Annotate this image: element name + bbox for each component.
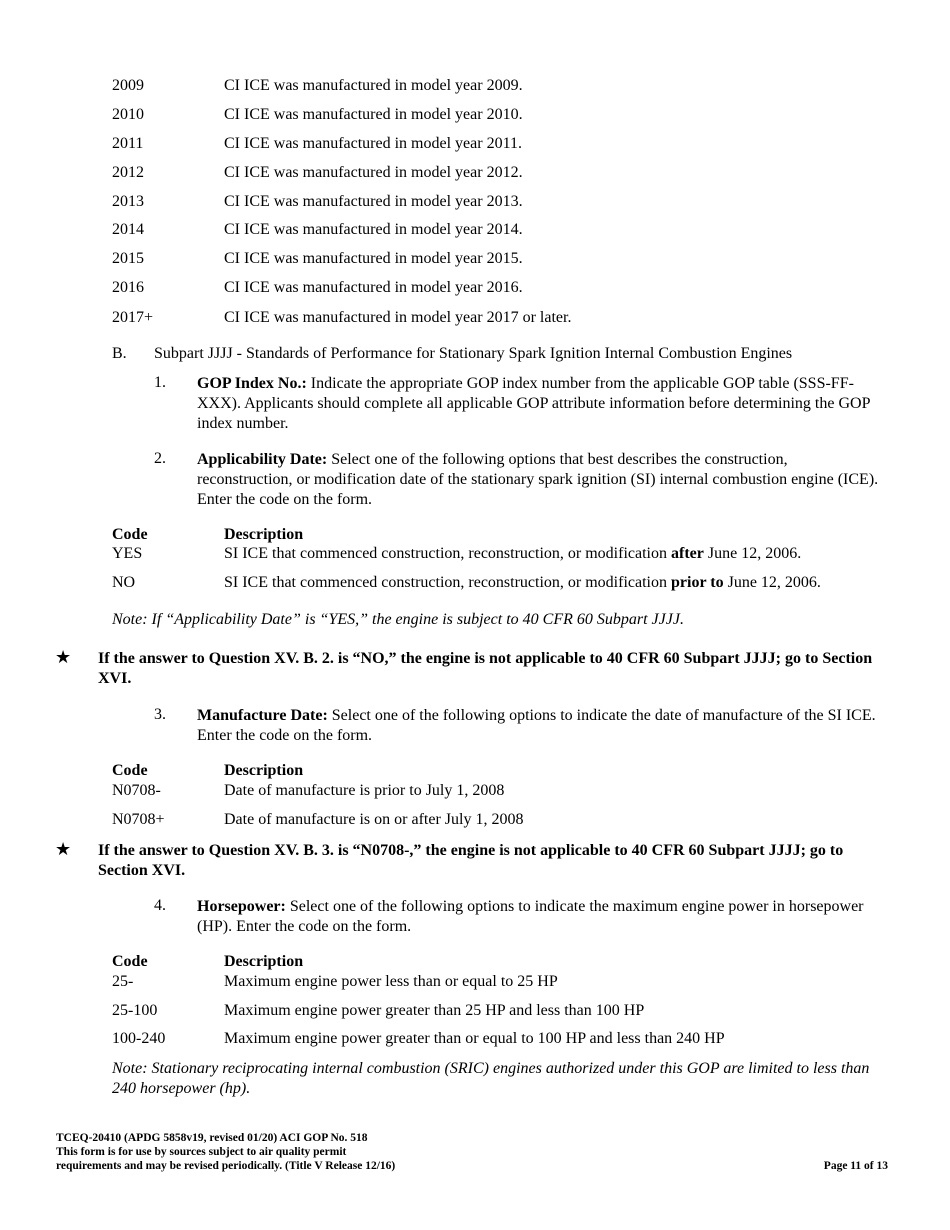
year-code: 2017+ (112, 309, 154, 326)
note-horsepower: Note: Stationary reciprocating internal combustion (SRIC) engines authorized under this GOP are limited to less than 240 horsepower (hp). (112, 1060, 870, 1097)
table-row-code: N0708- (112, 782, 161, 799)
year-desc: CI ICE was manufactured in model year 2013. (224, 193, 523, 210)
item-number: 1. (154, 374, 166, 391)
footer-line: This form is for use by sources subject to air quality permit (56, 1146, 347, 1158)
item-label: Manufacture Date: (197, 707, 328, 724)
section-title: Subpart JJJJ - Standards of Performance for Stationary Spark Ignition Internal Combustion Engines (154, 345, 793, 362)
desc-emphasis: after (671, 545, 704, 562)
note-applicability: Note: If “Applicability Date” is “YES,” the engine is subject to 40 CFR 60 Subpart JJJJ. (112, 611, 684, 628)
year-desc: CI ICE was manufactured in model year 2010. (224, 106, 523, 123)
item-gop-index (197, 374, 887, 434)
item-text: Select one of the following options to indicate the date of manufacture of the SI ICE. Enter the code on the form. (197, 707, 876, 744)
item-label: Horsepower: (197, 898, 286, 915)
year-code: 2011 (112, 135, 144, 152)
star-icon: ★ (55, 647, 72, 668)
year-code: 2013 (112, 193, 144, 210)
year-code: 2014 (112, 221, 144, 238)
item-horsepower (197, 897, 887, 937)
item-manufacture-date (197, 706, 887, 746)
year-desc: CI ICE was manufactured in model year 2016. (224, 279, 523, 296)
item-label: GOP Index No.: (197, 375, 307, 392)
table-row-code: 25-100 (112, 1002, 158, 1019)
item-number: 2. (154, 450, 166, 467)
table-row-desc (224, 574, 821, 592)
year-code: 2015 (112, 250, 144, 267)
table-header-description: Description (224, 526, 304, 543)
year-code: 2009 (112, 77, 144, 94)
table-row-code: NO (112, 574, 136, 591)
star-note-applicability: If the answer to Question XV. B. 2. is “NO,” the engine is not applicable to 40 CFR 60 Subpart JJJJ; go to Section XVI. (98, 650, 873, 687)
desc-emphasis: prior to (671, 574, 724, 591)
footer-form-info (56, 1131, 395, 1173)
table-row-code: 25- (112, 973, 134, 990)
footer-line: requirements and may be revised periodically. (Title V Release 12/16) (56, 1160, 396, 1172)
table-row-desc: Maximum engine power less than or equal to 25 HP (224, 973, 558, 990)
section-letter: B. (112, 345, 127, 362)
year-desc: CI ICE was manufactured in model year 2015. (224, 250, 523, 267)
page-number: Page 11 of 13 (823, 1160, 888, 1172)
year-desc: CI ICE was manufactured in model year 2009. (224, 77, 523, 94)
table-header-description: Description (224, 953, 304, 970)
item-label: Applicability Date: (197, 451, 328, 468)
item-applicability-date (197, 450, 887, 510)
year-code: 2012 (112, 164, 144, 181)
table-header-code: Code (112, 526, 148, 543)
star-icon: ★ (55, 839, 72, 860)
table-row-code: N0708+ (112, 811, 165, 828)
item-number: 3. (154, 706, 166, 723)
desc-text: SI ICE that commenced construction, reconstruction, or modification (224, 545, 671, 562)
year-code: 2016 (112, 279, 144, 296)
item-number: 4. (154, 897, 166, 914)
table-row-desc: Date of manufacture is prior to July 1, 2008 (224, 782, 505, 799)
table-row-code: 100-240 (112, 1030, 166, 1047)
year-code: 2010 (112, 106, 144, 123)
table-row-desc: Date of manufacture is on or after July 1, 2008 (224, 811, 524, 828)
year-desc: CI ICE was manufactured in model year 2012. (224, 164, 523, 181)
table-row-desc: Maximum engine power greater than 25 HP and less than 100 HP (224, 1002, 645, 1019)
footer-line: TCEQ-20410 (APDG 5858v19, revised 01/20) ACI GOP No. 518 (56, 1132, 368, 1144)
desc-text: June 12, 2006. (723, 574, 821, 591)
year-desc: CI ICE was manufactured in model year 2011. (224, 135, 522, 152)
table-row-desc: Maximum engine power greater than or equal to 100 HP and less than 240 HP (224, 1030, 725, 1047)
table-header-code: Code (112, 953, 148, 970)
table-row-code: YES (112, 545, 143, 562)
desc-text: June 12, 2006. (703, 545, 802, 562)
desc-text: SI ICE that commenced construction, reconstruction, or modification (224, 574, 671, 591)
item-text: Select one of the following options to indicate the maximum engine power in horsepower (HP). Enter the code on the form. (197, 898, 864, 935)
item-text: Select one of the following options that best describes the construction, reconstruction, or modification date of the stationary spark ignition (SI) internal combustion engine (ICE). Enter the code on the form. (197, 451, 879, 508)
table-header-code: Code (112, 762, 148, 779)
year-desc: CI ICE was manufactured in model year 2017 or later. (224, 309, 572, 326)
table-row-desc (224, 545, 801, 563)
star-note-manufacture: If the answer to Question XV. B. 3. is “N0708-,” the engine is not applicable to 40 CFR 60 Subpart JJJJ; go to Section XVI. (98, 842, 844, 879)
year-desc: CI ICE was manufactured in model year 2014. (224, 221, 523, 238)
table-header-description: Description (224, 762, 304, 779)
item-text: Indicate the appropriate GOP index number from the applicable GOP table (SSS-FF-XXX). Applicants should complete all applicable GOP attribute information before determining the GOP index number. (197, 375, 870, 432)
